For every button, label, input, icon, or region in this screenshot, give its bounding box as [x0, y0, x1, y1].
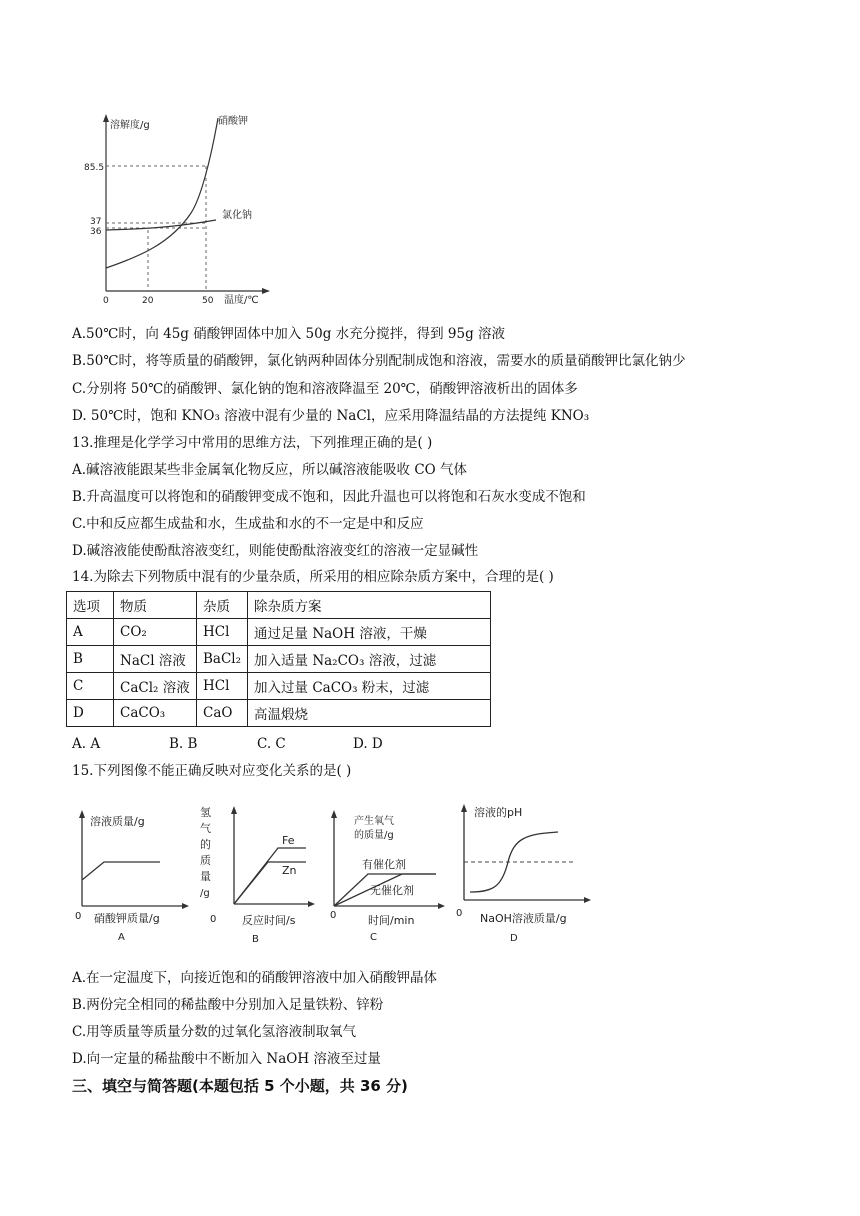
q13-option-b: B.升高温度可以将饱和的硝酸钾变成不饱和，因此升温也可以将饱和石灰水变成不饱和	[72, 489, 586, 505]
table-cell: B	[67, 646, 114, 673]
y-tick: 37	[90, 217, 102, 227]
svg-text:B: B	[252, 934, 259, 945]
graph-d	[454, 800, 594, 948]
svg-text:的质量/g: 的质量/g	[354, 830, 394, 841]
svg-text:氢: 氢	[200, 806, 211, 819]
q12-option-d: D. 50℃时，饱和 KNO₃ 溶液中混有少量的 NaCl，应采用降温结晶的方法提纯 KNO₃	[72, 408, 590, 424]
q13-stem: 13.推理是化学学习中常用的思维方法，下列推理正确的是( )	[72, 435, 433, 451]
svg-text:0: 0	[210, 914, 217, 925]
q15-option-c: C.用等质量等质量分数的过氧化氢溶液制取氧气	[72, 1024, 357, 1040]
svg-text:A: A	[118, 932, 125, 943]
q13-option-d: D.碱溶液能使酚酞溶液变红，则能使酚酞溶液变红的溶液一定显碱性	[72, 543, 479, 559]
svg-text:溶液的pH: 溶液的pH	[474, 806, 523, 819]
section-heading: 三、填空与简答题(本题包括 5 个小题，共 36 分)	[72, 1077, 408, 1095]
svg-text:NaOH溶液质量/g: NaOH溶液质量/g	[480, 912, 567, 925]
q14-option: D. D	[353, 736, 383, 752]
table-cell: CaO	[197, 700, 248, 727]
q12-option-b: B.50℃时，将等质量的硝酸钾，氯化钠两种固体分别配制成饱和溶液，需要水的质量硝酸钾比氯化钠少	[72, 353, 686, 369]
table-cell: A	[67, 619, 114, 646]
svg-text:0: 0	[456, 908, 463, 919]
svg-text:量: 量	[200, 870, 211, 883]
svg-text:反应时间/s: 反应时间/s	[242, 914, 296, 927]
y-title: 溶解度/g	[110, 120, 150, 131]
x-tick: 50	[202, 296, 214, 306]
graph-a-line	[82, 862, 160, 880]
graph-a	[70, 806, 190, 946]
nacl-label: 氯化钠	[222, 210, 252, 221]
table-row	[67, 673, 491, 700]
table-cell: HCl	[197, 619, 248, 646]
table-cell: 高温煅烧	[248, 700, 491, 727]
svg-text:溶液质量/g: 溶液质量/g	[90, 815, 145, 828]
q14-option: C. C	[257, 736, 286, 752]
q13-option-c: C.中和反应都生成盐和水，生成盐和水的不一定是中和反应	[72, 516, 424, 532]
svg-text:质: 质	[200, 854, 211, 867]
table-cell: 加入过量 CaCO₃ 粉末，过滤	[248, 673, 491, 700]
graph-c	[326, 806, 446, 946]
svg-text:C: C	[370, 932, 377, 943]
q14-table	[66, 591, 491, 727]
q14-option: B. B	[169, 736, 198, 752]
table-cell: CaCl₂ 溶液	[114, 673, 197, 700]
q15-option-b: B.两份完全相同的稀盐酸中分别加入足量铁粉、锌粉	[72, 997, 384, 1013]
q12-option-c: C.分别将 50℃的硝酸钾、氯化钠的饱和溶液降温至 20℃，硝酸钾溶液析出的固体多	[72, 381, 578, 397]
y-tick: 85.5	[84, 163, 105, 173]
table-row	[67, 700, 491, 727]
svg-text:0: 0	[75, 911, 82, 922]
table-cell: 加入适量 Na₂CO₃ 溶液，过滤	[248, 646, 491, 673]
kno3-label: 硝酸钾	[218, 116, 248, 127]
svg-text:时间/min: 时间/min	[368, 914, 415, 927]
table-cell: 通过足量 NaOH 溶液，干燥	[248, 619, 491, 646]
table-header: 物质	[114, 592, 197, 619]
svg-text:无催化剂: 无催化剂	[370, 884, 414, 897]
y-tick: 36	[90, 227, 102, 237]
svg-text:D: D	[510, 933, 518, 944]
table-cell: NaCl 溶液	[114, 646, 197, 673]
svg-text:Fe: Fe	[282, 834, 295, 847]
table-cell: D	[67, 700, 114, 727]
q15-option-a: A.在一定温度下，向接近饱和的硝酸钾溶液中加入硝酸钾晶体	[72, 970, 438, 986]
svg-text:/g: /g	[200, 888, 210, 899]
q15-stem: 15.下列图像不能正确反映对应变化关系的是( )	[72, 763, 352, 779]
table-header: 选项	[67, 592, 114, 619]
table-cell: HCl	[197, 673, 248, 700]
svg-text:气: 气	[200, 822, 211, 835]
table-row	[67, 646, 491, 673]
q14-option: A. A	[72, 736, 101, 752]
table-cell: CO₂	[114, 619, 197, 646]
kno3-curve	[106, 118, 218, 268]
svg-text:硝酸钾质量/g: 硝酸钾质量/g	[94, 912, 160, 925]
q14-stem: 14.为除去下列物质中混有的少量杂质，所采用的相应除杂质方案中，合理的是( )	[72, 569, 554, 585]
table-header: 杂质	[197, 592, 248, 619]
q15-option-d: D.向一定量的稀盐酸中不断加入 NaOH 溶液至过量	[72, 1051, 381, 1067]
solubility-chart	[66, 108, 286, 308]
x-tick: 20	[142, 296, 154, 306]
q12-option-a: A.50℃时，向 45g 硝酸钾固体中加入 50g 水充分搅拌，得到 95g 溶液	[72, 326, 506, 342]
svg-text:有催化剂: 有催化剂	[362, 858, 406, 871]
q13-option-a: A.碱溶液能跟某些非金属氧化物反应，所以碱溶液能吸收 CO 气体	[72, 462, 468, 478]
table-header: 除杂质方案	[248, 592, 491, 619]
q14-options	[72, 735, 383, 753]
table-row	[67, 619, 491, 646]
table-cell: C	[67, 673, 114, 700]
svg-text:的: 的	[200, 838, 211, 851]
svg-text:Zn: Zn	[282, 864, 297, 877]
table-header-row	[67, 592, 491, 619]
x-tick: 0	[103, 296, 109, 306]
table-cell: CaCO₃	[114, 700, 197, 727]
x-title: 温度/℃	[224, 295, 259, 306]
table-cell: BaCl₂	[197, 646, 248, 673]
graph-b	[196, 800, 316, 948]
svg-text:产生氧气: 产生氧气	[354, 816, 394, 827]
svg-text:0: 0	[330, 910, 337, 921]
